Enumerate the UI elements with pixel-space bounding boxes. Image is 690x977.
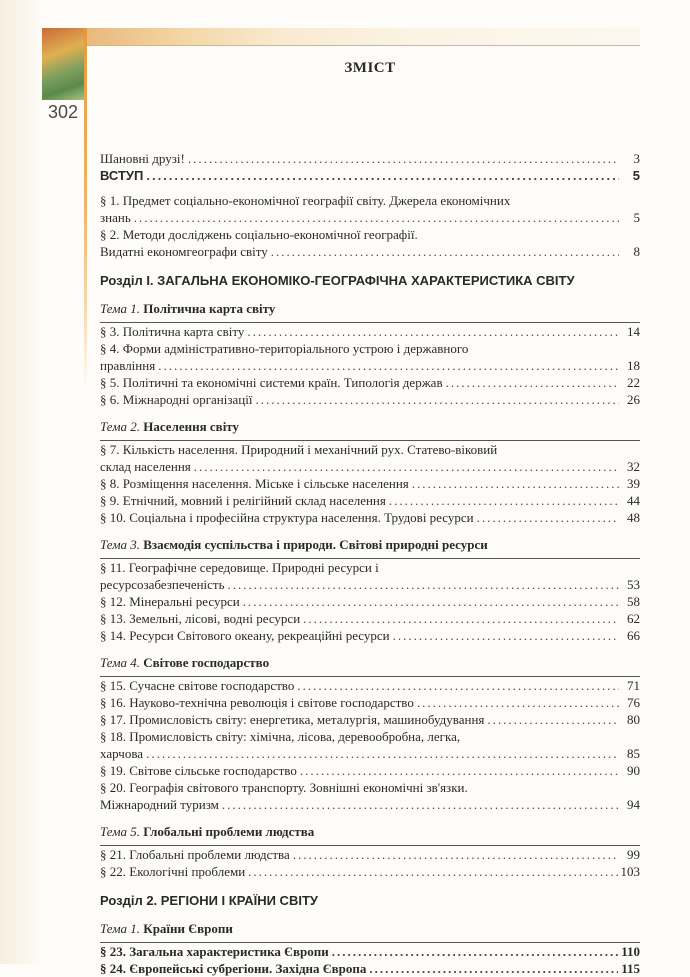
dot-leader <box>188 150 619 167</box>
dot-leader <box>222 796 619 813</box>
toc-page-number: 58 <box>627 594 640 609</box>
toc-entry-last-line <box>100 694 640 711</box>
toc-entry-line: § 7. Кількість населення. Природний і механічний рух. Статево-віковий <box>100 442 498 457</box>
theme-title: Країни Європи <box>143 921 233 936</box>
toc-entry-text: § 12. Мінеральні ресурси <box>100 594 240 609</box>
toc-entry <box>100 711 640 728</box>
toc-entry <box>100 593 640 610</box>
toc-entry <box>100 150 640 167</box>
toc-page-number: 3 <box>633 151 640 166</box>
dot-leader <box>243 593 619 610</box>
toc-entry <box>100 943 640 960</box>
toc-entry-text: § 22. Екологічні проблеми <box>100 864 246 879</box>
toc-entry-line: § 2. Методи досліджень соціально-економічної географії. <box>100 227 418 242</box>
dot-leader <box>146 745 619 762</box>
toc-entry-text: § 3. Політична карта світу <box>100 324 245 339</box>
toc-entry-text: § 14. Ресурси Світового океану, рекреаційні ресурси <box>100 628 390 643</box>
dot-leader <box>417 694 619 711</box>
toc-page-number: 44 <box>627 493 640 508</box>
theme-title: Населення світу <box>143 419 240 434</box>
toc-page-number: 22 <box>627 375 640 390</box>
left-margin-band <box>0 0 42 964</box>
toc-entry-text: знань <box>100 210 131 225</box>
toc-page-number: 66 <box>627 628 640 643</box>
toc-entry-last-line <box>100 745 640 762</box>
toc-entry <box>100 627 640 644</box>
dot-leader <box>389 492 619 509</box>
toc-entry <box>100 192 640 226</box>
toc-entry-last-line <box>100 593 640 610</box>
toc-entry <box>100 779 640 813</box>
toc-entry <box>100 694 640 711</box>
page-number: 302 <box>47 102 79 122</box>
theme-title: Політична карта світу <box>143 301 276 316</box>
toc-entry-text: ресурсозабезпеченість <box>100 577 225 592</box>
toc-entry <box>100 509 640 526</box>
toc-entry-text: § 8. Розміщення населення. Міське і сільське населення <box>100 476 409 491</box>
toc-entry <box>100 960 640 977</box>
toc-entry-last-line <box>100 150 640 167</box>
theme-label: Тема 2. <box>100 419 141 434</box>
dot-leader <box>332 943 619 960</box>
toc-page-number: 80 <box>627 712 640 727</box>
toc-entry-text: ВСТУП <box>100 168 144 183</box>
toc-page-number: 99 <box>627 847 640 862</box>
toc-page-number: 94 <box>627 797 640 812</box>
theme-label: Тема 3. <box>100 537 141 552</box>
toc-entry-last-line <box>100 209 640 226</box>
dot-leader <box>293 846 619 863</box>
toc-entry <box>100 475 640 492</box>
theme-heading <box>100 300 640 318</box>
theme-heading <box>100 654 640 672</box>
toc-entry-last-line <box>100 492 640 509</box>
toc-entry-text: § 9. Етнічний, мовний і релігійний склад населення <box>100 493 386 508</box>
toc-entry <box>100 677 640 694</box>
theme-label: Тема 1. <box>100 301 141 316</box>
toc-entry-text: § 5. Політичні та економічні системи країн. Типологія держав <box>100 375 443 390</box>
dot-leader <box>369 960 618 977</box>
toc-entry-line: § 20. Географія світового транспорту. Зовнішні економічні зв'язки. <box>100 780 468 795</box>
dot-leader <box>271 243 619 260</box>
dot-leader <box>477 509 619 526</box>
toc-entry <box>100 559 640 593</box>
toc-entry <box>100 340 640 374</box>
dot-leader <box>228 576 619 593</box>
dot-leader <box>487 711 619 728</box>
toc-entry-text: § 6. Міжнародні організації <box>100 392 253 407</box>
toc-page-number: 71 <box>627 678 640 693</box>
dot-leader <box>158 357 619 374</box>
dot-leader <box>303 610 619 627</box>
theme-heading <box>100 536 640 554</box>
section-heading: Розділ І. ЗАГАЛЬНА ЕКОНОМІКО-ГЕОГРАФІЧНА ХАРАКТЕРИСТИКА СВІТУ <box>100 273 575 288</box>
toc-entry <box>100 323 640 340</box>
toc-entry-text: § 17. Промисловість світу: енергетика, металургія, машинобудування <box>100 712 485 727</box>
toc-page-number: 18 <box>627 358 640 373</box>
toc-page-number: 76 <box>627 695 640 710</box>
dot-leader <box>297 677 619 694</box>
toc-entry-last-line <box>100 323 640 340</box>
toc-entry-text: правління <box>100 358 156 373</box>
toc-entry <box>100 846 640 863</box>
toc-entry <box>100 762 640 779</box>
toc-entry-text: харчова <box>100 746 144 761</box>
toc-page-number: 26 <box>627 392 640 407</box>
toc-entry-last-line <box>100 167 640 184</box>
toc-entry-last-line <box>100 610 640 627</box>
dot-leader <box>300 762 619 779</box>
toc-entry-last-line <box>100 458 640 475</box>
toc-entry-last-line <box>100 374 640 391</box>
toc-page-number: 103 <box>620 864 640 879</box>
theme-title: Світове господарство <box>143 655 270 670</box>
table-of-contents <box>100 150 640 977</box>
toc-entry-text: Шановні друзі! <box>100 151 185 166</box>
toc-entry-last-line <box>100 762 640 779</box>
toc-entry-text: § 13. Земельні, лісові, водні ресурси <box>100 611 301 626</box>
header-rule <box>84 45 640 46</box>
theme-label: Тема 1. <box>100 921 141 936</box>
toc-page-number: 5 <box>633 210 640 225</box>
toc-page-number: 39 <box>627 476 640 491</box>
toc-entry-last-line <box>100 357 640 374</box>
header-strip <box>84 28 640 46</box>
dot-leader <box>393 627 619 644</box>
dot-leader <box>248 863 617 880</box>
toc-page-number: 85 <box>627 746 640 761</box>
toc-entry <box>100 728 640 762</box>
toc-entry-text: § 15. Сучасне світове господарство <box>100 678 295 693</box>
page-title: ЗМІСТ <box>344 60 396 76</box>
toc-entry-text: § 23. Загальна характеристика Європи <box>100 944 329 959</box>
toc-page-number: 8 <box>633 244 640 259</box>
toc-entry-last-line <box>100 576 640 593</box>
toc-entry-text: § 16. Науково-технічна революція і світове господарство <box>100 695 414 710</box>
theme-title: Глобальні проблеми людства <box>143 824 315 839</box>
theme-label: Тема 5. <box>100 824 141 839</box>
theme-label: Тема 4. <box>100 655 141 670</box>
dot-leader <box>446 374 619 391</box>
section-heading: Розділ 2. РЕГІОНИ І КРАЇНИ СВІТУ <box>100 893 318 908</box>
toc-entry-last-line <box>100 391 640 408</box>
dot-leader <box>412 475 619 492</box>
toc-entry-last-line <box>100 509 640 526</box>
toc-entry-text: § 10. Соціальна і професійна структура населення. Трудові ресурси <box>100 510 474 525</box>
toc-entry-last-line <box>100 677 640 694</box>
corner-photo <box>42 28 84 100</box>
toc-page-number: 32 <box>627 459 640 474</box>
toc-page-number: 5 <box>632 168 640 183</box>
toc-entry <box>100 226 640 260</box>
toc-entry-last-line <box>100 243 640 260</box>
toc-entry <box>100 441 640 475</box>
dot-leader <box>194 458 619 475</box>
toc-entry-line: § 11. Географічне середовище. Природні ресурси і <box>100 560 379 575</box>
theme-heading <box>100 823 640 841</box>
toc-entry <box>100 374 640 391</box>
toc-entry-text: Видатні економгеографи світу <box>100 244 268 259</box>
toc-entry-text: § 21. Глобальні проблеми людства <box>100 847 290 862</box>
toc-entry-last-line <box>100 863 640 880</box>
margin-rule <box>84 28 87 388</box>
toc-entry-text: § 24. Європейські субрегіони. Західна Європа <box>100 961 367 976</box>
toc-page-number: 110 <box>621 944 640 959</box>
toc-page-number: 53 <box>627 577 640 592</box>
toc-entry <box>100 167 640 184</box>
toc-entry-last-line <box>100 943 640 960</box>
theme-title: Взаємодія суспільства і природи. Світові природні ресурси <box>143 537 488 552</box>
toc-entry-line: § 4. Форми адміністративно-територіального устрою і державного <box>100 341 469 356</box>
toc-entry-text: § 19. Світове сільське господарство <box>100 763 297 778</box>
toc-entry-last-line <box>100 475 640 492</box>
toc-entry <box>100 391 640 408</box>
toc-entry <box>100 863 640 880</box>
toc-entry-last-line <box>100 796 640 813</box>
toc-page-number: 48 <box>627 510 640 525</box>
toc-entry <box>100 610 640 627</box>
theme-heading <box>100 418 640 436</box>
toc-page-number: 14 <box>627 324 640 339</box>
toc-entry-line: § 1. Предмет соціально-економічної географії світу. Джерела економічних <box>100 193 511 208</box>
dot-leader <box>134 209 619 226</box>
toc-entry <box>100 492 640 509</box>
toc-entry-text: склад населення <box>100 459 191 474</box>
dot-leader <box>247 323 619 340</box>
toc-entry-last-line <box>100 627 640 644</box>
toc-page-number: 115 <box>621 961 640 976</box>
toc-page-number: 90 <box>627 763 640 778</box>
theme-heading <box>100 920 640 938</box>
toc-entry-last-line <box>100 960 640 977</box>
toc-entry-text: Міжнародний туризм <box>100 797 219 812</box>
toc-entry-line: § 18. Промисловість світу: хімічна, лісова, деревообробна, легка, <box>100 729 461 744</box>
toc-page-number: 62 <box>627 611 640 626</box>
toc-entry-last-line <box>100 846 640 863</box>
dot-leader <box>146 167 619 184</box>
dot-leader <box>255 391 619 408</box>
toc-entry-last-line <box>100 711 640 728</box>
